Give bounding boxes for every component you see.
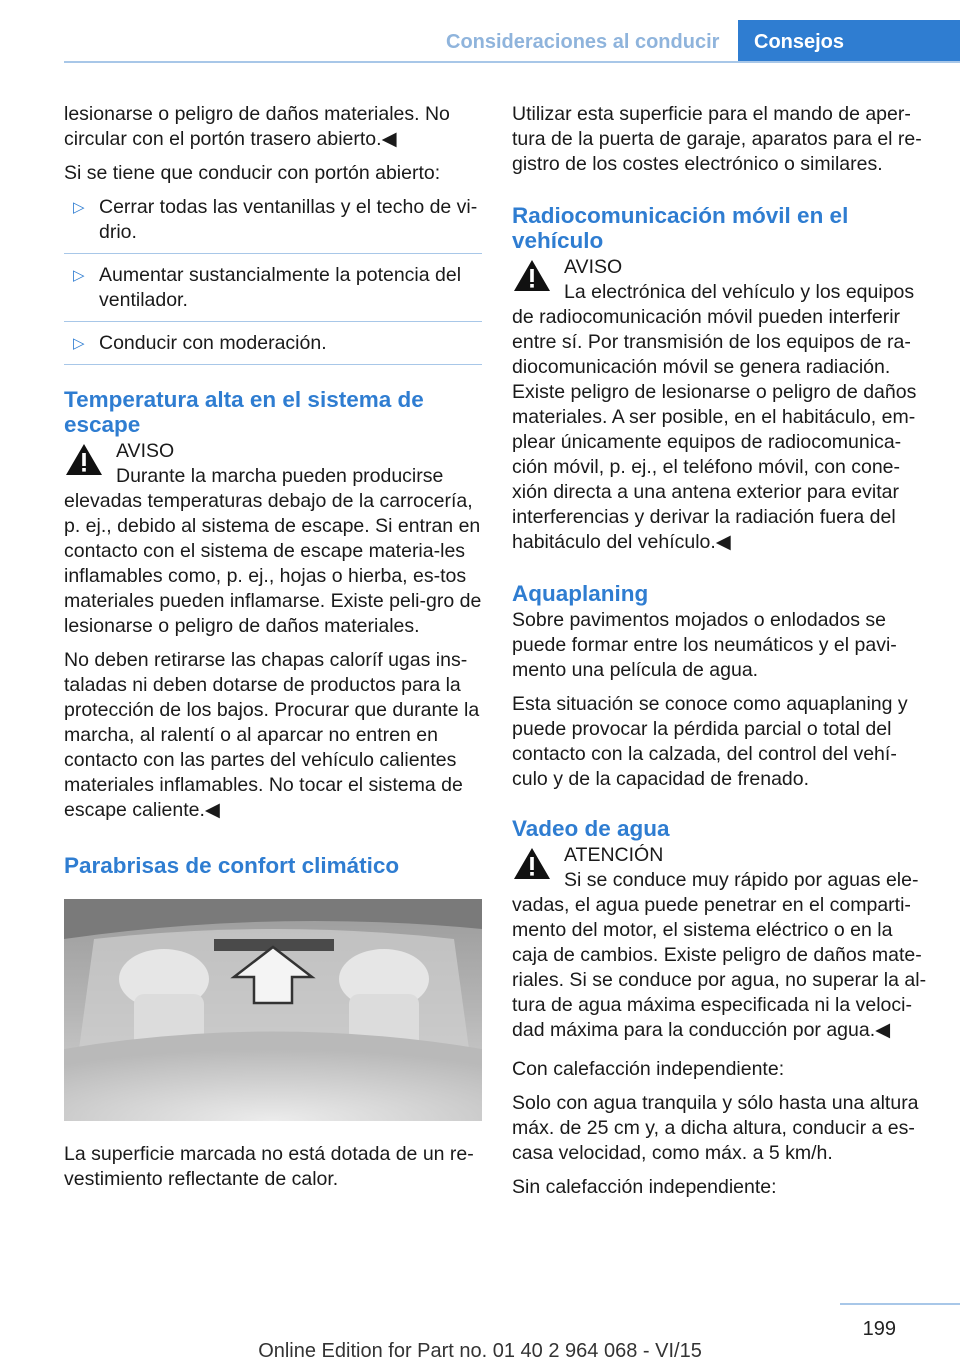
paragraph: Solo con agua tranquila y sólo hasta una altura máx. de 25 cm y, a dicha altura, conducir a es‐casa velocidad, como máx. a 5 km/h. [512,1092,919,1164]
left-column [64,102,482,1201]
list-item: ▷ Conducir con moderación. [64,331,482,365]
warning-title: ATENCIÓN [564,844,664,866]
paragraph: Si se tiene que conducir con portón abierto: [64,162,441,184]
warning-block [512,843,930,1043]
warning-block [512,255,930,555]
section-heading: Radiocomunicación móvil en el vehículo [512,203,849,253]
triangle-bullet-icon: ▷ [73,199,85,216]
warning-title: AVISO [564,256,623,278]
section-heading: Aquaplaning [512,581,649,606]
paragraph: Utilizar esta superficie para el mando de aper‐tura de la puerta de garaje, aparatos para el re‐gistro de los costes electrónico o similares. [512,103,922,175]
paragraph: Sobre pavimentos mojados o enlodados se puede formar entre los neumáticos y el pavi‐mento una película de agua. [512,609,897,681]
warning-icon [512,845,552,883]
paragraph: Esta situación se conoce como aquaplaning y puede provocar la pérdida parcial o total del contacto con la calzada, del control del vehí‐culo y de la capacidad de frenado. [512,693,908,790]
triangle-bullet-icon: ▷ [73,267,85,284]
section-heading: Parabrisas de confort climático [64,853,400,878]
list-item: ▷ Cerrar todas las ventanillas y el techo de vi‐drio. [64,195,482,254]
warning-text: La electrónica del vehículo y los equipos de radiocomunicación móvil pueden interferir entre sí. Por transmisión de los equipos de ra‐diocomunicación móvil se genera radiación. Existe peligro de lesionarse o peligro de daños materiales. A ser posible, en el habitáculo, em‐plear únicamente equipos de radiocomunica‐ción móvil, p. ej., el teléfono móvil, con cone‐xión directa a una antena exterior para evitar interferencias y derivar la radiación fuera del habitáculo del vehículo.◀ [512,281,917,553]
header-chapter-tab: Consejos [738,20,960,63]
right-column [512,102,930,1209]
paragraph: Sin calefacción independiente: [512,1176,777,1198]
warning-icon [512,257,552,295]
warning-icon [64,441,104,479]
section-heading: Temperatura alta en el sistema de escape [64,387,424,437]
header-divider [64,61,960,63]
footer-divider [840,1303,960,1305]
warning-title: AVISO [116,440,175,462]
image-caption: La superficie marcada no está dotada de un re‐vestimiento reflectante de calor. [64,1143,474,1190]
header-section-title: Consideraciones al conducir [446,31,720,53]
section-heading: Vadeo de agua [512,816,670,841]
paragraph: lesionarse o peligro de daños materiales. No circular con el portón trasero abierto.◀ [64,103,450,150]
windshield-photo [64,899,482,1121]
paragraph: Con calefacción independiente: [512,1058,785,1080]
list-item: ▷ Aumentar sustancialmente la potencia del ventilador. [64,263,482,322]
warning-block [64,439,482,639]
triangle-bullet-icon: ▷ [73,335,85,352]
paragraph: No deben retirarse las chapas caloríf ugas ins‐taladas ni deben dotarse de productos para la protección de los bajos. Procurar que durante la marcha, al ralentí o al aparcar no entren en contacto con las partes del vehículo calientes materiales inflamables. No tocar el sistema de escape caliente.◀ [64,649,480,821]
edition-footer: Online Edition for Part no. 01 40 2 964 068 - VI/15 [258,1340,702,1362]
page-number: 199 [862,1318,896,1340]
warning-text: Si se conduce muy rápido por aguas ele‐vadas, el agua puede penetrar en el comparti‐mento del motor, el sistema eléctrico o en la caja de cambios. Existe peligro de daños mate‐riales. Si se conduce por agua, no superar la al‐tura de agua máxima especificada ni la veloci‐dad máxima para la conducción por agua.◀ [512,869,927,1041]
warning-text: Durante la marcha pueden producirse elevadas temperaturas debajo de la carrocería, p. ej., debido al sistema de escape. Si entran en contacto con el sistema de escape materia‐les inflamables como, p. ej., hojas o hierba, es‐tos materiales pueden inflamarse. Existe peli‐gro de lesionarse o peligro de daños materiales. [64,465,482,637]
bullet-list [64,195,482,365]
